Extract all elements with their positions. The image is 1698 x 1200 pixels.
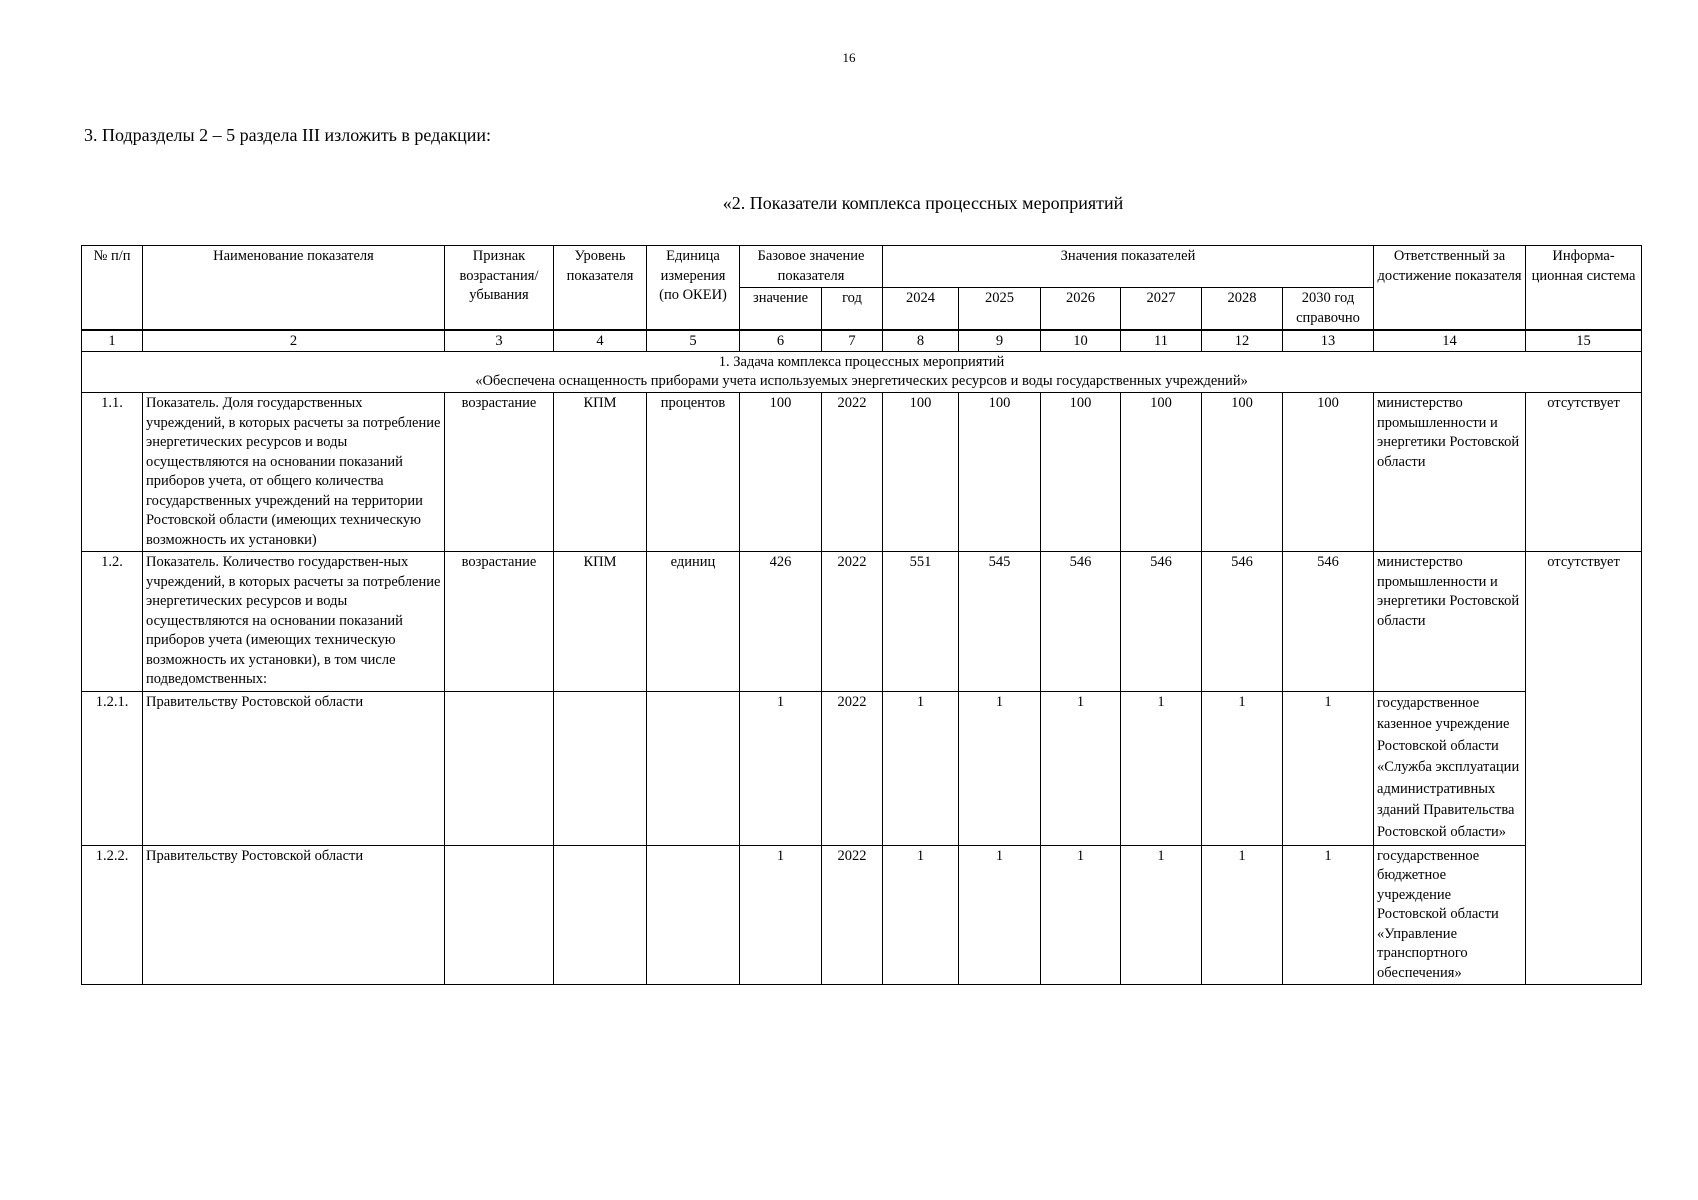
row-level: КПМ	[554, 393, 647, 552]
task-line-1: 1. Задача комплекса процессных мероприятий	[718, 354, 1005, 370]
row-value-2028: 546	[1202, 552, 1283, 692]
row-value-2025: 1	[959, 845, 1041, 985]
task-cell	[82, 352, 1642, 393]
task-row	[82, 352, 1642, 393]
header-base-year: год	[822, 288, 883, 331]
row-value-2028: 1	[1202, 845, 1283, 985]
header-responsible: Ответственный за достижение показателя	[1374, 246, 1526, 331]
row-sign: возрастание	[445, 552, 554, 692]
header-sign: Признак возрастания/ убывания	[445, 246, 554, 331]
row-value-2024: 1	[883, 691, 959, 845]
row-base-value: 100	[740, 393, 822, 552]
row-unit	[647, 845, 740, 985]
header-level: Уровень показателя	[554, 246, 647, 331]
row-num: 1.1.	[82, 393, 143, 552]
row-num: 1.2.	[82, 552, 143, 692]
row-level: КПМ	[554, 552, 647, 692]
header-values: Значения показателей	[883, 246, 1374, 288]
row-base-year: 2022	[822, 552, 883, 692]
row-value-2030: 546	[1283, 552, 1374, 692]
row-value-2024: 1	[883, 845, 959, 985]
row-value-2030: 100	[1283, 393, 1374, 552]
row-sign: возрастание	[445, 393, 554, 552]
row-value-2025: 100	[959, 393, 1041, 552]
row-unit	[647, 691, 740, 845]
column-number: 13	[1283, 330, 1374, 352]
column-number: 15	[1526, 330, 1642, 352]
header-num: № п/п	[82, 246, 143, 331]
column-number: 12	[1202, 330, 1283, 352]
column-number: 11	[1121, 330, 1202, 352]
header-row-1	[82, 246, 1642, 288]
column-numbers-row	[82, 330, 1642, 352]
row-value-2026: 1	[1041, 845, 1121, 985]
row-value-2028: 1	[1202, 691, 1283, 845]
row-base-value: 1	[740, 691, 822, 845]
row-value-2026: 546	[1041, 552, 1121, 692]
header-name: Наименование показателя	[143, 246, 445, 331]
row-name: Показатель. Количество государствен-ных учреждений, в которых расчеты за потребление энергетических ресурсов и воды осуществляются на основании показаний приборов учета (имеющих техническую возможность их установки), в том числе подведомственных:	[143, 552, 445, 692]
header-year-2027: 2027	[1121, 288, 1202, 331]
table-row	[82, 845, 1642, 985]
row-unit: процентов	[647, 393, 740, 552]
column-number: 8	[883, 330, 959, 352]
row-base-year: 2022	[822, 691, 883, 845]
row-base-year: 2022	[822, 393, 883, 552]
header-info-system: Информа-ционная система	[1526, 246, 1642, 331]
column-number: 1	[82, 330, 143, 352]
row-value-2027: 1	[1121, 845, 1202, 985]
column-number: 3	[445, 330, 554, 352]
header-unit: Единица измерения (по ОКЕИ)	[647, 246, 740, 331]
header-year-2025: 2025	[959, 288, 1041, 331]
row-responsible: министерство промышленности и энергетики Ростовской области	[1374, 393, 1526, 552]
header-base: Базовое значение показателя	[740, 246, 883, 288]
row-name: Правительству Ростовской области	[143, 845, 445, 985]
row-value-2024: 100	[883, 393, 959, 552]
column-number: 9	[959, 330, 1041, 352]
column-number: 2	[143, 330, 445, 352]
section-title-text: «2. Показатели комплекса процессных мероприятий	[722, 193, 1124, 213]
row-value-2030: 1	[1283, 845, 1374, 985]
header-base-value: значение	[740, 288, 822, 331]
row-sign	[445, 845, 554, 985]
row-unit: единиц	[647, 552, 740, 692]
indicators-table	[81, 245, 1642, 985]
row-base-value: 426	[740, 552, 822, 692]
row-responsible: министерство промышленности и энергетики Ростовской области	[1374, 552, 1526, 692]
task-line-2: «Обеспечена оснащенность приборами учета используемых энергетических ресурсов и воды государственных учреждений»	[475, 373, 1248, 389]
row-value-2028: 100	[1202, 393, 1283, 552]
header-year-2028: 2028	[1202, 288, 1283, 331]
row-level	[554, 845, 647, 985]
row-base-year: 2022	[822, 845, 883, 985]
row-value-2030: 1	[1283, 691, 1374, 845]
intro-text: 3. Подразделы 2 – 5 раздела III изложить в редакции:	[84, 125, 491, 145]
row-sign	[445, 691, 554, 845]
column-number: 6	[740, 330, 822, 352]
row-num: 1.2.1.	[82, 691, 143, 845]
row-info-system: отсутствует	[1526, 552, 1642, 985]
table-row	[82, 552, 1642, 692]
column-number: 5	[647, 330, 740, 352]
column-number: 14	[1374, 330, 1526, 352]
row-value-2026: 1	[1041, 691, 1121, 845]
row-base-value: 1	[740, 845, 822, 985]
page-number: 16	[842, 50, 856, 65]
column-number: 4	[554, 330, 647, 352]
row-value-2027: 1	[1121, 691, 1202, 845]
table-row	[82, 393, 1642, 552]
header-year-2024: 2024	[883, 288, 959, 331]
row-value-2025: 545	[959, 552, 1041, 692]
row-name: Правительству Ростовской области	[143, 691, 445, 845]
section-title	[0, 193, 1698, 214]
header-year-2030: 2030 год справочно	[1283, 288, 1374, 331]
row-name: Показатель. Доля государственных учреждений, в которых расчеты за потребление энергетических ресурсов и воды осуществляются на основании показаний приборов учета, от общего количества государственных учреждений на территории Ростовской области (имеющих техническую возможность их установки)	[143, 393, 445, 552]
row-value-2027: 100	[1121, 393, 1202, 552]
row-info-system: отсутствует	[1526, 393, 1642, 552]
row-level	[554, 691, 647, 845]
row-value-2026: 100	[1041, 393, 1121, 552]
header-year-2026: 2026	[1041, 288, 1121, 331]
column-number: 10	[1041, 330, 1121, 352]
row-value-2027: 546	[1121, 552, 1202, 692]
table-row	[82, 691, 1642, 845]
column-number: 7	[822, 330, 883, 352]
row-value-2025: 1	[959, 691, 1041, 845]
row-value-2024: 551	[883, 552, 959, 692]
row-responsible: государственное бюджетное учреждение Ростовской области «Управление транспортного обеспечения»	[1374, 845, 1526, 985]
row-num: 1.2.2.	[82, 845, 143, 985]
row-responsible: государственное казенное учреждение Ростовской области «Служба эксплуатации административных зданий Правительства Ростовской области»	[1374, 691, 1526, 845]
